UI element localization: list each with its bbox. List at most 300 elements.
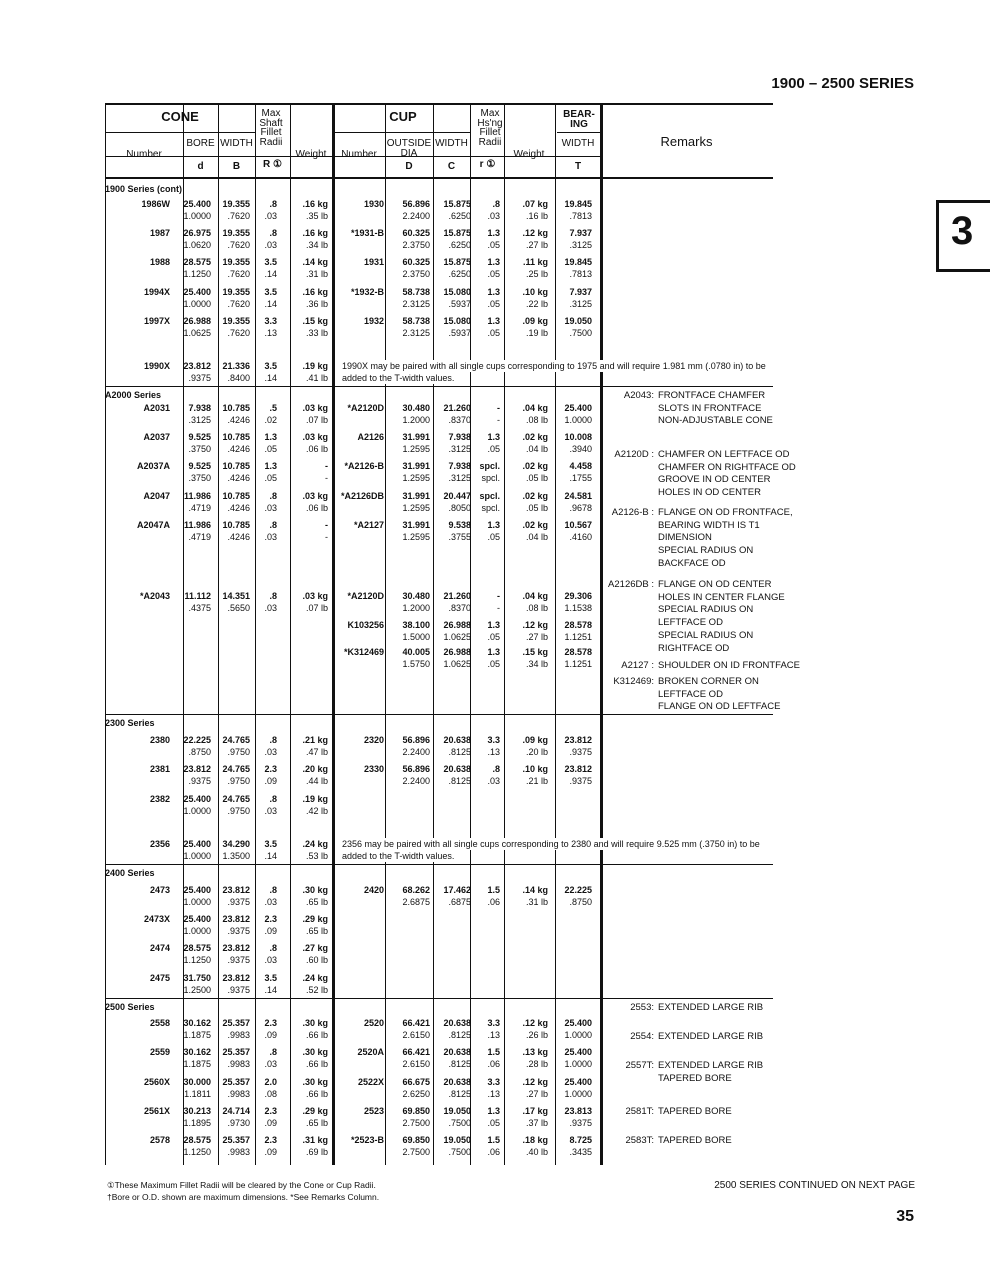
- fillet-imperial: .03: [264, 240, 277, 250]
- cfillet-imperial: .05: [487, 299, 500, 309]
- cweight-metric: .13 kg: [522, 1047, 548, 1057]
- hsng-fillet-symbol: r ①: [479, 159, 496, 170]
- od-imperial: 1.2595: [402, 444, 430, 454]
- cwidth-metric: 7.938: [448, 461, 471, 471]
- fillet-imperial: .14: [264, 299, 277, 309]
- od-metric: 31.991: [402, 520, 430, 530]
- cweight-imperial: .34 lb: [525, 659, 548, 669]
- width-metric: 23.812: [222, 973, 250, 983]
- t-imperial: 1.1251: [564, 659, 592, 669]
- bore-metric: 25.400: [183, 839, 211, 849]
- cwidth-metric: 21.260: [443, 403, 471, 413]
- fillet-imperial: .03: [264, 747, 277, 757]
- bore-imperial: 1.0000: [183, 211, 211, 221]
- bore-metric: 23.812: [183, 764, 211, 774]
- remark-line: GROOVE IN OD CENTER: [658, 474, 771, 486]
- weight-imperial: .42 lb: [305, 806, 328, 816]
- cfillet-metric: 1.5: [487, 885, 500, 895]
- cweight-imperial: .16 lb: [525, 211, 548, 221]
- pairing-note: 2356 may be paired with all single cups corresponding to 2380 and will require 9.525 mm (.3750 in) to be: [342, 839, 760, 849]
- cone-number: 2474: [149, 943, 170, 953]
- od-imperial: 2.6150: [402, 1030, 430, 1040]
- t-metric: 23.812: [564, 764, 592, 774]
- cwidth-imperial: .8125: [448, 1059, 471, 1069]
- chapter-tab: [936, 200, 990, 272]
- bore-imperial: 1.2500: [183, 985, 211, 995]
- weight-imperial: .44 lb: [305, 776, 328, 786]
- fillet-metric: 1.3: [264, 461, 277, 471]
- cfillet-imperial: -: [497, 603, 500, 613]
- width-metric: 25.357: [222, 1018, 250, 1028]
- fillet-metric: .8: [269, 735, 277, 745]
- bore-metric: 9.525: [188, 461, 211, 471]
- weight-metric: .21 kg: [302, 735, 328, 745]
- width-imperial: .9983: [227, 1147, 250, 1157]
- section-title: 2400 Series: [105, 868, 155, 878]
- bore-imperial: 1.1875: [183, 1030, 211, 1040]
- od-metric: 31.991: [402, 491, 430, 501]
- bore-imperial: 1.1250: [183, 1147, 211, 1157]
- fillet-imperial: .09: [264, 1118, 277, 1128]
- od-imperial: 2.6875: [402, 897, 430, 907]
- cwidth-imperial: .6875: [448, 897, 471, 907]
- cfillet-imperial: spcl.: [481, 473, 500, 483]
- fillet-imperial: .05: [264, 444, 277, 454]
- cwidth-imperial: .6250: [448, 269, 471, 279]
- remark: [613, 676, 781, 714]
- weight-metric: -: [325, 461, 328, 471]
- remark: [614, 449, 796, 500]
- cwidth-imperial: .6250: [448, 240, 471, 250]
- section-title: 2500 Series: [105, 1002, 155, 1012]
- cweight-metric: .12 kg: [522, 1018, 548, 1028]
- remark-key: K312469:: [613, 676, 654, 687]
- t-metric: 7.937: [569, 228, 592, 238]
- cone-weight-header: Weight: [295, 149, 327, 160]
- width-metric: 14.351: [222, 591, 250, 601]
- cweight-imperial: .08 lb: [525, 603, 548, 613]
- cfillet-metric: 1.3: [487, 287, 500, 297]
- od-metric: 60.325: [402, 228, 430, 238]
- od-imperial: 1.2595: [402, 473, 430, 483]
- remark-key: 2581T:: [625, 1106, 654, 1117]
- hsng-fillet-header: Max Hs'ng Fillet Radii: [477, 108, 503, 148]
- cfillet-metric: 1.3: [487, 257, 500, 267]
- cwidth-imperial: .3755: [448, 532, 471, 542]
- cwidth-metric: 20.638: [443, 1018, 471, 1028]
- width-imperial: .9375: [227, 955, 250, 965]
- cup-width-symbol: C: [447, 161, 456, 172]
- od-imperial: 2.6250: [402, 1089, 430, 1099]
- cwidth-metric: 17.462: [443, 885, 471, 895]
- cfillet-metric: spcl.: [479, 461, 500, 471]
- width-metric: 24.714: [222, 1106, 250, 1116]
- t-metric: 23.813: [564, 1106, 592, 1116]
- cfillet-metric: 1.5: [487, 1135, 500, 1145]
- bore-metric: 25.400: [183, 287, 211, 297]
- weight-imperial: -: [325, 532, 328, 542]
- cfillet-imperial: .05: [487, 659, 500, 669]
- cweight-metric: .12 kg: [522, 620, 548, 630]
- cup-number: 2520A: [357, 1047, 384, 1057]
- cup-number: 2420: [363, 885, 384, 895]
- cweight-imperial: .20 lb: [525, 747, 548, 757]
- cfillet-metric: .8: [492, 764, 500, 774]
- remark-key: 2583T:: [625, 1135, 654, 1146]
- cwidth-metric: 20.447: [443, 491, 471, 501]
- cweight-imperial: .04 lb: [525, 532, 548, 542]
- t-imperial: .9375: [569, 776, 592, 786]
- t-imperial: .8750: [569, 897, 592, 907]
- remark-line: EXTENDED LARGE RIB: [658, 1002, 764, 1013]
- od-imperial: 2.3750: [402, 269, 430, 279]
- weight-imperial: -: [325, 473, 328, 483]
- width-metric: 10.785: [222, 520, 250, 530]
- cup-number: *1932-B: [350, 287, 384, 297]
- bore-imperial: 1.1250: [183, 269, 211, 279]
- bore-imperial: 1.0000: [183, 897, 211, 907]
- cweight-imperial: .27 lb: [525, 1089, 548, 1099]
- width-metric: 19.355: [222, 257, 250, 267]
- t-metric: 25.400: [564, 403, 592, 413]
- cweight-metric: .10 kg: [522, 764, 548, 774]
- weight-metric: .31 kg: [302, 1135, 328, 1145]
- cfillet-metric: spcl.: [479, 491, 500, 501]
- cfillet-imperial: .03: [487, 776, 500, 786]
- od-metric: 56.896: [402, 764, 430, 774]
- od-imperial: 1.5750: [402, 659, 430, 669]
- shaft-fillet-symbol: R ①: [263, 159, 282, 170]
- bore-imperial: 1.0620: [183, 240, 211, 250]
- cweight-imperial: .19 lb: [525, 328, 548, 338]
- weight-metric: .03 kg: [302, 591, 328, 601]
- od-metric: 30.480: [402, 591, 430, 601]
- t-imperial: 1.0000: [564, 415, 592, 425]
- width-imperial: .5650: [227, 603, 250, 613]
- weight-metric: .27 kg: [302, 943, 328, 953]
- bearing-width-symbol: T: [574, 161, 582, 172]
- t-metric: 22.225: [564, 885, 592, 895]
- fillet-metric: 3.5: [264, 973, 277, 983]
- bore-imperial: 1.0000: [183, 926, 211, 936]
- cup-number: 2522X: [357, 1077, 384, 1087]
- cwidth-imperial: .8370: [448, 603, 471, 613]
- cone-number: 2380: [149, 735, 170, 745]
- cup-weight-header: Weight: [513, 149, 545, 160]
- weight-metric: .15 kg: [302, 316, 328, 326]
- bore-imperial: .4375: [188, 603, 211, 613]
- fillet-metric: .8: [269, 885, 277, 895]
- fillet-imperial: .03: [264, 897, 277, 907]
- width-imperial: .4246: [227, 473, 250, 483]
- od-metric: 66.421: [402, 1018, 430, 1028]
- t-metric: 25.400: [564, 1047, 592, 1057]
- t-imperial: .3435: [569, 1147, 592, 1157]
- cfillet-imperial: .13: [487, 747, 500, 757]
- width-metric: 10.785: [222, 461, 250, 471]
- remark-key: A2127 :: [621, 660, 654, 671]
- remark-key: 2557T:: [625, 1060, 654, 1071]
- cwidth-imperial: .5937: [448, 299, 471, 309]
- bore-imperial: .4719: [188, 503, 211, 513]
- remark-line: SPECIAL RADIUS ON: [658, 545, 754, 557]
- weight-imperial: .52 lb: [305, 985, 328, 995]
- fillet-metric: 3.3: [264, 316, 277, 326]
- width-metric: 10.785: [222, 491, 250, 501]
- remark-line: BACKFACE OD: [658, 557, 726, 569]
- od-metric: 31.991: [402, 432, 430, 442]
- width-imperial: .7620: [227, 328, 250, 338]
- cup-number: *A2120D: [347, 403, 384, 413]
- weight-metric: .30 kg: [302, 1018, 328, 1028]
- cwidth-imperial: .8125: [448, 1030, 471, 1040]
- od-metric: 56.896: [402, 735, 430, 745]
- weight-imperial: .69 lb: [305, 1147, 328, 1157]
- bore-imperial: 1.0000: [183, 851, 211, 861]
- cweight-metric: .11 kg: [522, 257, 548, 267]
- footnote-1: ①These Maximum Fillet Radii will be cleared by the Cone or Cup Radii.: [107, 1180, 376, 1190]
- remark: [623, 390, 773, 428]
- weight-metric: .03 kg: [302, 432, 328, 442]
- cweight-metric: .17 kg: [522, 1106, 548, 1116]
- weight-imperial: .66 lb: [305, 1059, 328, 1069]
- cup-number: A2126: [357, 432, 384, 442]
- t-metric: 19.845: [564, 257, 592, 267]
- cweight-imperial: .37 lb: [525, 1118, 548, 1128]
- bore-metric: 22.225: [183, 735, 211, 745]
- bore-metric: 11.112: [184, 591, 211, 601]
- cweight-metric: .07 kg: [522, 199, 548, 209]
- cfillet-metric: -: [497, 403, 500, 413]
- t-metric: 10.567: [564, 520, 592, 530]
- t-metric: 19.050: [564, 316, 592, 326]
- width-metric: 10.785: [222, 432, 250, 442]
- weight-metric: .29 kg: [302, 914, 328, 924]
- width-imperial: .7620: [227, 299, 250, 309]
- fillet-metric: .8: [269, 228, 277, 238]
- cweight-imperial: .27 lb: [525, 632, 548, 642]
- cwidth-metric: 15.875: [443, 257, 471, 267]
- cone-number: A2031: [143, 403, 170, 413]
- width-metric: 19.355: [222, 316, 250, 326]
- width-metric: 19.355: [222, 287, 250, 297]
- bore-metric: 7.938: [188, 403, 211, 413]
- bore-imperial: 1.0000: [183, 806, 211, 816]
- cfillet-metric: 1.3: [487, 1106, 500, 1116]
- cup-number-header: Number: [341, 149, 377, 160]
- cwidth-metric: 20.638: [443, 1047, 471, 1057]
- cweight-metric: .18 kg: [522, 1135, 548, 1145]
- cwidth-metric: 15.875: [443, 228, 471, 238]
- od-metric: 66.675: [402, 1077, 430, 1087]
- width-metric: 23.812: [222, 914, 250, 924]
- fillet-metric: 1.3: [264, 432, 277, 442]
- remark-line: BEARING WIDTH IS T1: [658, 519, 760, 531]
- width-imperial: .9375: [227, 985, 250, 995]
- section-title: A2000 Series: [105, 390, 162, 400]
- od-metric: 68.262: [402, 885, 430, 895]
- pairing-note: 1990X may be paired with all single cups corresponding to 1975 and will require 1.981 mm (.0780 in) to be: [342, 361, 766, 371]
- section-title: 1900 Series (cont): [105, 184, 183, 194]
- od-imperial: 1.2595: [402, 532, 430, 542]
- width-imperial: .7620: [227, 269, 250, 279]
- width-imperial: .8400: [227, 373, 250, 383]
- cone-number: 2475: [149, 973, 170, 983]
- od-metric: 69.850: [402, 1106, 430, 1116]
- t-imperial: 1.0000: [564, 1089, 592, 1099]
- fillet-imperial: .14: [264, 373, 277, 383]
- width-metric: 23.812: [222, 943, 250, 953]
- weight-imperial: .33 lb: [305, 328, 328, 338]
- outside-dia-symbol: D: [405, 161, 413, 172]
- t-imperial: .3940: [569, 444, 592, 454]
- t-imperial: .9375: [569, 747, 592, 757]
- bore-metric: 26.988: [183, 316, 211, 326]
- width-imperial: .9730: [227, 1118, 250, 1128]
- remark-line: SHOULDER ON ID FRONTFACE: [658, 660, 800, 671]
- cone-number: 1987: [149, 228, 170, 238]
- cweight-metric: .12 kg: [522, 1077, 548, 1087]
- remark-line: NON-ADJUSTABLE CONE: [658, 415, 773, 427]
- fillet-imperial: .09: [264, 926, 277, 936]
- fillet-imperial: .03: [264, 1059, 277, 1069]
- cfillet-imperial: .06: [487, 897, 500, 907]
- remark-line: TAPERED BORE: [658, 1072, 732, 1084]
- width-imperial: 1.3500: [222, 851, 250, 861]
- cweight-imperial: .21 lb: [525, 776, 548, 786]
- cwidth-metric: 15.875: [443, 199, 471, 209]
- cwidth-imperial: .8125: [448, 1089, 471, 1099]
- width-metric: 19.355: [222, 228, 250, 238]
- outside-dia-header: OUTSIDE DIA: [386, 138, 432, 159]
- cfillet-metric: 3.3: [487, 1077, 500, 1087]
- cwidth-metric: 20.638: [443, 735, 471, 745]
- cwidth-metric: 21.260: [443, 591, 471, 601]
- cwidth-metric: 20.638: [443, 764, 471, 774]
- weight-metric: .24 kg: [302, 839, 328, 849]
- bore-imperial: 1.0000: [183, 299, 211, 309]
- t-imperial: 1.0000: [564, 1059, 592, 1069]
- width-imperial: .9983: [227, 1030, 250, 1040]
- fillet-imperial: .05: [264, 473, 277, 483]
- fillet-metric: .5: [269, 403, 277, 413]
- cone-number: *A2043: [139, 591, 170, 601]
- t-metric: 23.812: [564, 735, 592, 745]
- width-metric: 19.355: [222, 199, 250, 209]
- remark: [625, 1106, 732, 1119]
- remark-key: A2126-B :: [611, 507, 654, 518]
- cwidth-imperial: .3125: [448, 444, 471, 454]
- remark-key: A2043:: [623, 390, 654, 401]
- weight-metric: .30 kg: [302, 1047, 328, 1057]
- width-metric: 25.357: [222, 1135, 250, 1145]
- weight-metric: .03 kg: [302, 403, 328, 413]
- od-metric: 60.325: [402, 257, 430, 267]
- remark-line: FRONTFACE CHAMFER: [658, 390, 766, 401]
- continued-note: 2500 SERIES CONTINUED ON NEXT PAGE: [714, 1180, 915, 1191]
- cfillet-metric: -: [497, 591, 500, 601]
- cwidth-imperial: .7500: [448, 1147, 471, 1157]
- bore-imperial: 1.1811: [184, 1089, 211, 1099]
- cone-number: A2037: [143, 432, 170, 442]
- cfillet-metric: .8: [492, 199, 500, 209]
- weight-imperial: .31 lb: [305, 269, 328, 279]
- cweight-imperial: .05 lb: [525, 473, 548, 483]
- weight-metric: .16 kg: [302, 287, 328, 297]
- cweight-metric: .10 kg: [522, 287, 548, 297]
- t-imperial: .3125: [569, 240, 592, 250]
- cweight-imperial: .25 lb: [525, 269, 548, 279]
- cfillet-imperial: .05: [487, 444, 500, 454]
- cup-number: *A2127: [353, 520, 384, 530]
- cup-width-header: WIDTH: [435, 138, 468, 149]
- weight-metric: .30 kg: [302, 885, 328, 895]
- cweight-metric: .14 kg: [522, 885, 548, 895]
- width-metric: 24.765: [222, 764, 250, 774]
- width-metric: 23.812: [222, 885, 250, 895]
- cwidth-imperial: 1.0625: [443, 659, 471, 669]
- cfillet-imperial: .13: [487, 1089, 500, 1099]
- width-metric: 24.765: [222, 794, 250, 804]
- footnote-2: †Bore or O.D. shown are maximum dimensions. *See Remarks Column.: [107, 1192, 380, 1202]
- fillet-imperial: .03: [264, 211, 277, 221]
- remark: [625, 1060, 764, 1085]
- t-metric: 25.400: [564, 1018, 592, 1028]
- weight-imperial: .07 lb: [305, 603, 328, 613]
- weight-imperial: .53 lb: [305, 851, 328, 861]
- bearing-width-header: WIDTH: [561, 138, 595, 149]
- cweight-imperial: .40 lb: [525, 1147, 548, 1157]
- remark-key: A2120D :: [614, 449, 654, 460]
- fillet-imperial: .03: [264, 955, 277, 965]
- bore-imperial: .9375: [188, 373, 211, 383]
- width-imperial: .4246: [227, 415, 250, 425]
- cwidth-imperial: .8370: [448, 415, 471, 425]
- cwidth-imperial: 1.0625: [443, 632, 471, 642]
- bore-imperial: 1.1895: [183, 1118, 211, 1128]
- remarks-header: Remarks: [660, 134, 713, 149]
- t-metric: 8.725: [569, 1135, 592, 1145]
- cup-number: *2523-B: [350, 1135, 384, 1145]
- cup-number: *K312469: [343, 647, 384, 657]
- t-imperial: .4160: [569, 532, 592, 542]
- fillet-metric: 2.3: [264, 764, 277, 774]
- od-metric: 40.005: [402, 647, 430, 657]
- width-imperial: .7620: [227, 211, 250, 221]
- width-metric: 24.765: [222, 735, 250, 745]
- remark-line: HOLES IN CENTER FLANGE: [658, 591, 785, 603]
- cone-width-header: WIDTH: [220, 138, 253, 149]
- bore-metric: 26.975: [183, 228, 211, 238]
- weight-metric: .16 kg: [302, 199, 328, 209]
- cweight-metric: .09 kg: [522, 735, 548, 745]
- weight-metric: .29 kg: [302, 1106, 328, 1116]
- bore-metric: 11.986: [183, 491, 211, 501]
- cfillet-imperial: .05: [487, 532, 500, 542]
- fillet-imperial: .03: [264, 806, 277, 816]
- fillet-metric: 2.3: [264, 1106, 277, 1116]
- t-metric: 28.578: [564, 647, 592, 657]
- cweight-metric: .02 kg: [522, 491, 548, 501]
- cone-number: 2473X: [143, 914, 170, 924]
- remark: [608, 579, 785, 655]
- weight-metric: .19 kg: [302, 361, 328, 371]
- bore-symbol: d: [197, 161, 204, 172]
- remark-line: LEFTFACE OD: [658, 688, 723, 700]
- fillet-imperial: .03: [264, 503, 277, 513]
- fillet-imperial: .03: [264, 532, 277, 542]
- t-metric: 25.400: [564, 1077, 592, 1087]
